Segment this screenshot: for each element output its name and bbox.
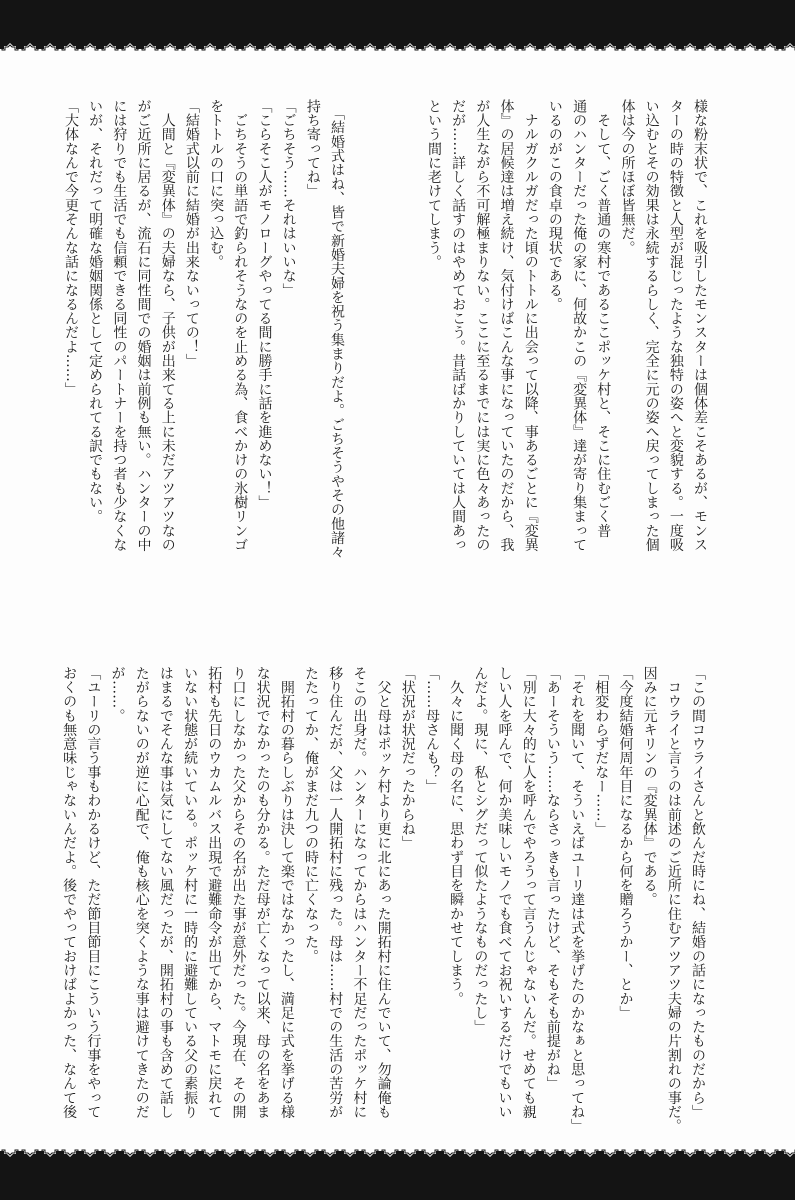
text-column: コウライと言うのは前述のご近所に住むアツアツ夫婦の片割れの事だ。 — [665, 666, 682, 1133]
text-column: いが、それだって明確な婚姻関係として定められてる訳でもない。 — [87, 99, 104, 524]
text-column: 拓村も先日のウカムルバス出現で避難命令が出てから、マトモに戻れて — [206, 666, 223, 1119]
text-column: 体』の居候達は増え続け、気付けばこんな事になっていたのだから、我 — [498, 99, 515, 552]
text-column: 体は今の所ほぼ皆無だ。 — [619, 99, 636, 255]
text-column: 「状況が状況だったからね」 — [399, 666, 416, 850]
text-column: ごちそうの単語で釣られそうなのを止める為、食べかけの氷樹リンゴ — [232, 99, 249, 552]
text-column: 「相変わらずだなー……」 — [593, 666, 610, 836]
text-column: 「ごちそう……それはいいな」 — [280, 99, 297, 298]
text-column: たがらないのが逆に心配で、俺も核心を突くような事は避けてきたのだ — [133, 666, 150, 1119]
text-column: そこの出身だ。ハンターになってからはハンター不足だったポッケ村に — [351, 666, 368, 1119]
text-column: には狩りでも生活でも信頼できる同性のパートナーを持つ者も少なくな — [111, 99, 128, 552]
text-column: 父と母はポッケ村より更に北にあった開拓村に住んでいて、勿論俺も — [375, 666, 392, 1119]
text-column: いるのがこの食卓の現状である。 — [546, 99, 563, 312]
text-column: がご近所に居るが、流石に同性間での婚姻は前例も無い。ハンターの中 — [135, 99, 152, 552]
text-column: 「それを聞いて、そういえばユーリ達は式を挙げたのかなぁと思ってね」 — [569, 666, 586, 1133]
text-column: 開拓村の暮らしぶりは決して楽ではなかったし、満足に式を挙げる様 — [278, 666, 295, 1119]
top-narration-block — [422, 99, 712, 569]
text-column: 「今度結婚何周年目になるから何を贈ろうかー、とか」 — [617, 666, 634, 1020]
text-column: 通のハンターだった俺の家に、何故かこの『変異体』達が寄り集まって — [571, 99, 588, 552]
bottom-text-block — [57, 666, 710, 1136]
text-column: たたってか、俺がまだ九つの時に亡くなった。 — [303, 666, 319, 964]
text-column: 様な粉末状で、これを吸引したモンスターは個体差こそあるが、モンス — [692, 99, 708, 552]
text-column: 「……母さんも？」 — [423, 666, 440, 794]
text-column: 持ち寄ってね」 — [304, 99, 321, 199]
text-column: が人生ながら不可解極まりない。ここに至るまでには実に色々あったの — [474, 99, 491, 552]
text-column: 久々に聞く母の名に、思わず目を瞬かせてしまう。 — [448, 666, 465, 1006]
text-column: いない状態が続いている。ポッケ村に一時的に避難している父の素振り — [182, 666, 199, 1119]
top-dialogue-block — [59, 99, 349, 569]
text-column: い込むとその効果は永続するらしく、完全に元の姿へ戻ってしまった個 — [643, 99, 660, 552]
text-column: 「大体なんで今更そんな話になるんだよ……」 — [62, 99, 79, 397]
text-column: な状況でなかったのも分かる。ただ母が亡くなって以来、母の名をあま — [254, 666, 271, 1119]
text-column: 「あーそういう……ならさっきも言ったけど、そもそも前提がね」 — [544, 666, 561, 1091]
text-column: 因みに元キリンの『変異体』である。 — [641, 666, 658, 907]
text-column: 「結婚式以前に結婚が出来ないっての！」 — [183, 99, 200, 368]
text-column: という間に老けてしまう。 — [425, 99, 442, 269]
text-column: 「こらそこ人がモノローグやってる間に勝手に話を進めない！」 — [256, 99, 273, 510]
text-column: 「ユーリの言う事もわかるけど、ただ節目節目にこういう行事をやって — [85, 666, 102, 1119]
text-column: んだよ。現に、私とシグだって似たようなものだったし」 — [472, 666, 489, 1034]
text-column: はまるでそんな事は気にしてない風だったが、開拓村の事も含めて話し — [157, 666, 174, 1119]
text-column: ターの時の特徴と人型が混じったような独特の姿へと変貌する。一度吸 — [667, 99, 684, 552]
text-column: 「この間コウライさんと飲んだ時にね、結婚の話になったものだから」 — [690, 666, 706, 1119]
text-column: 「別に大々的に人を呼んでやろうって言うんじゃないんだ。せめても親 — [520, 666, 537, 1119]
text-column: り口にしなかった父からその名が出た事が意外だった。今現在、その開 — [230, 666, 247, 1119]
text-column: おくのも無意味じゃないんだよ。後でやっておけばよかった、なんて後 — [61, 666, 78, 1119]
text-column: だが……詳しく話すのはやめておこう。昔話ばかりしていては人間あっ — [450, 99, 467, 552]
text-column: 「結婚式はね、皆で新婚夫婦を祝う集まりだよ。ごちそうやその他諸々 — [329, 99, 345, 559]
text-column: そして、ごく普通の寒村であるここポッケ村と、そこに住むごく普 — [595, 99, 612, 538]
text-column: 移り住んだが、父は一人開拓村に残った。母は……村での生活の苦労が — [327, 666, 344, 1119]
decorative-bottom-border — [0, 1148, 795, 1200]
text-column: が……。 — [109, 666, 126, 723]
text-column: 人間と『変異体』の夫婦なら、子供が出来てる上に未だアツアツなの — [159, 99, 176, 552]
text-column: ナルガクルガだった頃のトトルに出会って以降、事あるごとに『変異 — [522, 99, 539, 552]
text-column: しい人を呼んで、何か美味しいモノでも食べてお祝いするだけでもいい — [496, 666, 513, 1119]
decorative-top-border — [0, 0, 795, 52]
text-column: をトトルの口に突っ込む。 — [208, 99, 225, 269]
